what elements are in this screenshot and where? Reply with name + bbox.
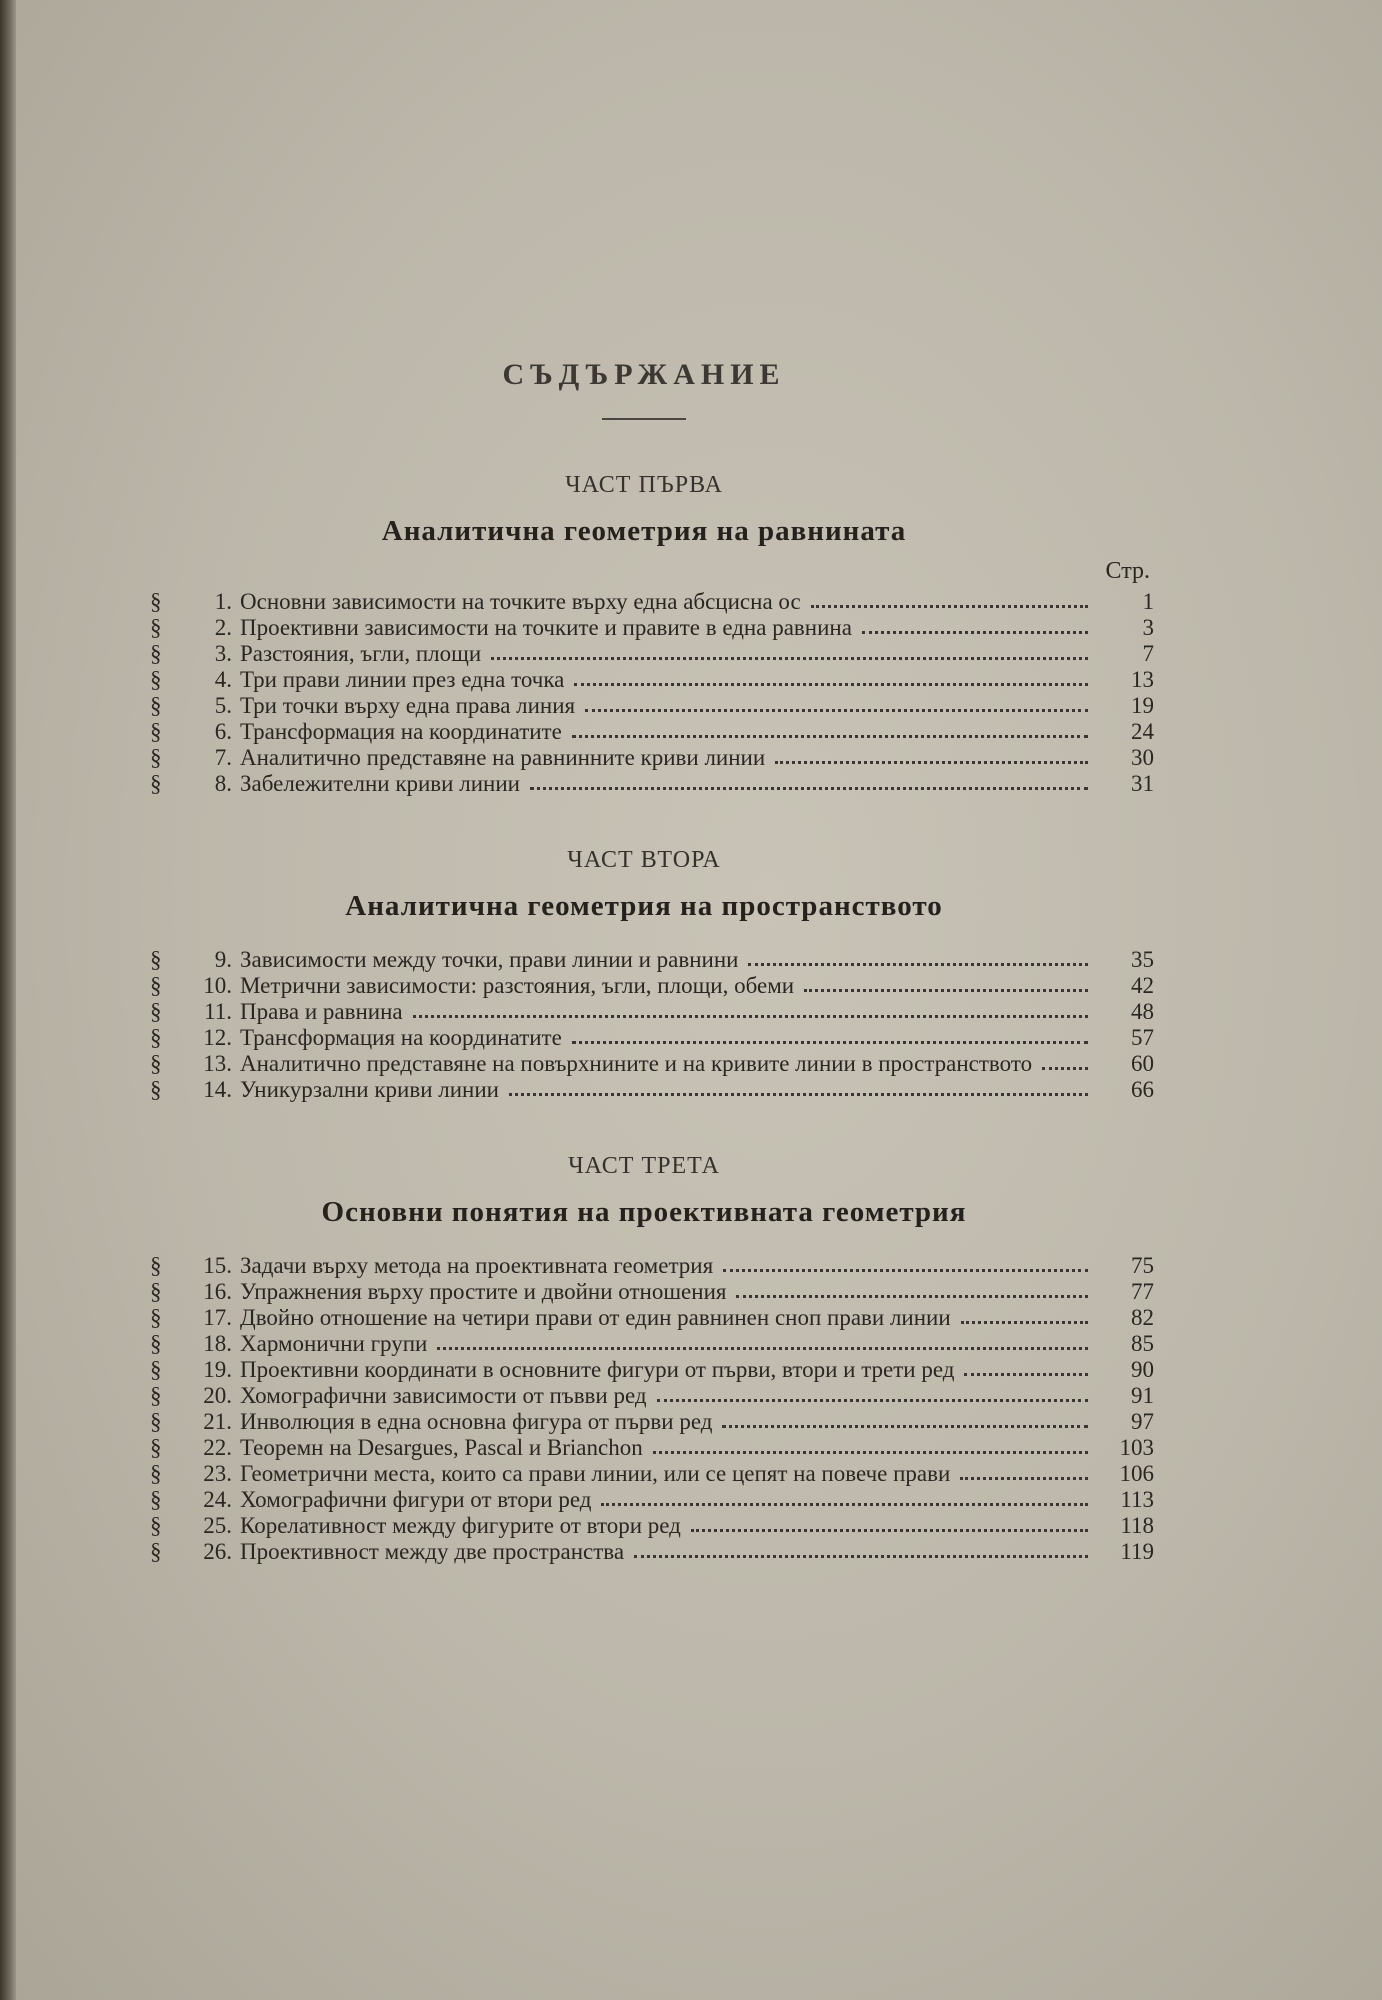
section-symbol: § bbox=[150, 1077, 162, 1102]
entry-page: 106 bbox=[1119, 1461, 1154, 1486]
entry-title: Хомографични зависимости от пъвви ред bbox=[240, 1383, 647, 1408]
entry-number: 23. bbox=[203, 1461, 232, 1486]
toc-entry bbox=[134, 1487, 1154, 1513]
entry-page: 48 bbox=[1131, 999, 1154, 1024]
dot-leader bbox=[960, 1477, 1088, 1480]
dot-leader bbox=[601, 1503, 1088, 1506]
entry-number: 5. bbox=[214, 693, 232, 718]
entry-number: 25. bbox=[203, 1513, 232, 1538]
entry-number: 26. bbox=[203, 1539, 232, 1564]
entry-page: 24 bbox=[1131, 719, 1154, 744]
dot-leader bbox=[572, 1041, 1088, 1044]
part-two bbox=[134, 847, 1154, 1103]
entry-page: 119 bbox=[1120, 1539, 1154, 1564]
dot-leader bbox=[748, 963, 1088, 966]
entry-number: 9. bbox=[214, 947, 232, 972]
entry-number: 13. bbox=[203, 1051, 232, 1076]
entry-page: 13 bbox=[1131, 667, 1154, 692]
dot-leader bbox=[413, 1015, 1088, 1018]
dot-leader bbox=[1042, 1067, 1088, 1070]
toc-entry bbox=[134, 1383, 1154, 1409]
entry-title: Хомографични фигури от втори ред bbox=[240, 1487, 592, 1512]
dot-leader bbox=[961, 1321, 1088, 1324]
entry-page: 31 bbox=[1131, 771, 1154, 796]
entry-number: 11. bbox=[204, 999, 232, 1024]
toc-entry bbox=[134, 1357, 1154, 1383]
entry-title: Права и равнина bbox=[240, 999, 403, 1024]
section-symbol: § bbox=[150, 973, 162, 998]
toc-list bbox=[134, 589, 1154, 797]
entry-page: 66 bbox=[1131, 1077, 1154, 1102]
dot-leader bbox=[530, 787, 1088, 790]
toc-entry bbox=[134, 667, 1154, 693]
dot-leader bbox=[574, 683, 1088, 686]
entry-title: Проективни зависимости на точките и правите в една равнина bbox=[240, 615, 852, 640]
entry-title: Проективни координати в основните фигури от първи, втори и трети ред bbox=[240, 1357, 955, 1382]
entry-title: Трансформация на координатите bbox=[240, 719, 562, 744]
part-three bbox=[134, 1153, 1154, 1565]
entry-title: Уникурзални криви линии bbox=[240, 1077, 499, 1102]
toc-entry bbox=[134, 1539, 1154, 1565]
entry-title: Основни зависимости на точките върху една абсцисна ос bbox=[240, 589, 801, 614]
dot-leader bbox=[736, 1295, 1088, 1298]
entry-number: 24. bbox=[203, 1487, 232, 1512]
entry-page: 97 bbox=[1131, 1409, 1154, 1434]
entry-number: 19. bbox=[203, 1357, 232, 1382]
entry-page: 118 bbox=[1120, 1513, 1154, 1538]
entry-number: 21. bbox=[203, 1409, 232, 1434]
part-label: ЧАСТ ПЪРВА bbox=[565, 472, 723, 498]
entry-title: Проективност между две пространства bbox=[240, 1539, 625, 1564]
entry-page: 75 bbox=[1131, 1253, 1154, 1278]
toc-entry bbox=[134, 641, 1154, 667]
toc-entry bbox=[134, 1077, 1154, 1103]
entry-number: 18. bbox=[203, 1331, 232, 1356]
entry-number: 15. bbox=[203, 1253, 232, 1278]
entry-page: 113 bbox=[1120, 1487, 1154, 1512]
page-column-header: Стр. bbox=[1105, 558, 1150, 584]
entry-title: Метрични зависимости: разстояния, ъгли, площи, обеми bbox=[240, 973, 795, 998]
entry-page: 7 bbox=[1142, 641, 1154, 666]
entry-title: Инволюция в една основна фигура от първи ред bbox=[240, 1409, 713, 1434]
dot-leader bbox=[691, 1529, 1088, 1532]
dot-leader bbox=[722, 1425, 1088, 1428]
entry-page: 35 bbox=[1131, 947, 1154, 972]
section-symbol: § bbox=[150, 1051, 162, 1076]
dot-leader bbox=[964, 1373, 1088, 1376]
entry-number: 1. bbox=[214, 589, 232, 614]
dot-leader bbox=[585, 709, 1088, 712]
entry-number: 2. bbox=[214, 615, 232, 640]
entry-number: 7. bbox=[214, 745, 232, 770]
toc-entry bbox=[134, 1331, 1154, 1357]
section-symbol: § bbox=[150, 947, 162, 972]
dot-leader bbox=[862, 631, 1088, 634]
entry-page: 77 bbox=[1131, 1279, 1154, 1304]
entry-page: 82 bbox=[1131, 1305, 1154, 1330]
section-symbol: § bbox=[150, 1305, 162, 1330]
section-symbol: § bbox=[150, 1539, 162, 1564]
section-symbol: § bbox=[150, 589, 162, 614]
entry-title: Аналитично представяне на равнинните криви линии bbox=[240, 745, 766, 770]
entry-number: 6. bbox=[214, 719, 232, 744]
entry-page: 57 bbox=[1131, 1025, 1154, 1050]
title-divider bbox=[602, 418, 686, 420]
dot-leader bbox=[657, 1399, 1088, 1402]
entry-title: Задачи върху метода на проективната геометрия bbox=[240, 1253, 714, 1278]
entry-page: 90 bbox=[1131, 1357, 1154, 1382]
toc-entry bbox=[134, 745, 1154, 771]
dot-leader bbox=[775, 761, 1088, 764]
entry-page: 91 bbox=[1131, 1383, 1154, 1408]
toc-entry bbox=[134, 693, 1154, 719]
toc-entry bbox=[134, 1051, 1154, 1077]
entry-title: Хармонични групи bbox=[240, 1331, 428, 1356]
entry-title: Аналитично представяне на повърхнините и на кривите линии в пространството bbox=[240, 1051, 1033, 1076]
section-symbol: § bbox=[150, 1331, 162, 1356]
entry-number: 16. bbox=[203, 1279, 232, 1304]
toc-list bbox=[134, 947, 1154, 1103]
book-page bbox=[16, 0, 1382, 2000]
toc-entry bbox=[134, 999, 1154, 1025]
section-symbol: § bbox=[150, 1513, 162, 1538]
toc-entry bbox=[134, 1461, 1154, 1487]
section-symbol: § bbox=[150, 615, 162, 640]
entry-title: Двойно отношение на четири прави от един равнинен сноп прави линии bbox=[240, 1305, 951, 1330]
toc-list bbox=[134, 1253, 1154, 1565]
entry-title: Теоремн на Desargues, Pascal и Brianchon bbox=[240, 1435, 643, 1460]
part-title: Аналитична геометрия на равнината bbox=[381, 515, 907, 547]
entry-title: Разстояния, ъгли, площи bbox=[240, 641, 482, 666]
toc-entry bbox=[134, 771, 1154, 797]
entry-page: 103 bbox=[1119, 1435, 1154, 1460]
section-symbol: § bbox=[150, 999, 162, 1024]
entry-title: Корелативност между фигурите от втори ред bbox=[240, 1513, 681, 1538]
part-label: ЧАСТ ТРЕТА bbox=[568, 1153, 720, 1179]
section-symbol: § bbox=[150, 1253, 162, 1278]
section-symbol: § bbox=[150, 1487, 162, 1512]
entry-number: 3. bbox=[214, 641, 232, 666]
page-title: СЪДЪРЖАНИЕ bbox=[502, 358, 786, 391]
toc-entry bbox=[134, 947, 1154, 973]
dot-leader bbox=[653, 1451, 1088, 1454]
table-of-contents bbox=[134, 340, 1154, 1605]
toc-entry bbox=[134, 1253, 1154, 1279]
dot-leader bbox=[723, 1269, 1088, 1272]
entry-page: 19 bbox=[1131, 693, 1154, 718]
section-symbol: § bbox=[150, 1025, 162, 1050]
section-symbol: § bbox=[150, 1357, 162, 1382]
entry-number: 8. bbox=[214, 771, 232, 796]
toc-entry bbox=[134, 1513, 1154, 1539]
entry-title: Трансформация на координатите bbox=[240, 1025, 562, 1050]
dot-leader bbox=[437, 1347, 1088, 1350]
dot-leader bbox=[804, 989, 1088, 992]
entry-number: 14. bbox=[203, 1077, 232, 1102]
section-symbol: § bbox=[150, 719, 162, 744]
book-spine bbox=[0, 0, 16, 2000]
entry-number: 10. bbox=[203, 973, 232, 998]
entry-title: Упражнения върху простите и двойни отношения bbox=[240, 1279, 727, 1304]
dot-leader bbox=[491, 657, 1088, 660]
section-symbol: § bbox=[150, 1461, 162, 1486]
dot-leader bbox=[572, 735, 1088, 738]
entry-page: 3 bbox=[1142, 615, 1154, 640]
entry-title: Зависимости между точки, прави линии и равнини bbox=[240, 947, 739, 972]
toc-entry bbox=[134, 1279, 1154, 1305]
toc-entry bbox=[134, 973, 1154, 999]
toc-entry bbox=[134, 1025, 1154, 1051]
entry-title: Геометрични места, които са прави линии, или се цепят на повече прави bbox=[240, 1461, 951, 1486]
entry-number: 4. bbox=[214, 667, 232, 692]
dot-leader bbox=[634, 1555, 1088, 1558]
entry-number: 17. bbox=[203, 1305, 232, 1330]
toc-entry bbox=[134, 589, 1154, 615]
part-one bbox=[134, 472, 1154, 797]
toc-entry bbox=[134, 1435, 1154, 1461]
toc-entry bbox=[134, 1305, 1154, 1331]
section-symbol: § bbox=[150, 1409, 162, 1434]
toc-entry bbox=[134, 719, 1154, 745]
entry-page: 85 bbox=[1131, 1331, 1154, 1356]
entry-page: 60 bbox=[1131, 1051, 1154, 1076]
section-symbol: § bbox=[150, 667, 162, 692]
section-symbol: § bbox=[150, 1383, 162, 1408]
part-title: Основни понятия на проективната геометрия bbox=[321, 1196, 967, 1228]
dot-leader bbox=[811, 605, 1088, 608]
entry-page: 30 bbox=[1131, 745, 1154, 770]
entry-page: 42 bbox=[1131, 973, 1154, 998]
entry-number: 12. bbox=[203, 1025, 232, 1050]
section-symbol: § bbox=[150, 641, 162, 666]
entry-title: Забележителни криви линии bbox=[240, 771, 520, 796]
entry-number: 22. bbox=[203, 1435, 232, 1460]
entry-title: Три точки върху една права линия bbox=[240, 693, 576, 718]
entry-title: Три прави линии през една точка bbox=[240, 667, 565, 692]
dot-leader bbox=[509, 1093, 1088, 1096]
toc-entry bbox=[134, 1409, 1154, 1435]
entry-number: 20. bbox=[203, 1383, 232, 1408]
part-title: Аналитична геометрия на пространството bbox=[345, 890, 943, 922]
section-symbol: § bbox=[150, 745, 162, 770]
section-symbol: § bbox=[150, 771, 162, 796]
part-label: ЧАСТ ВТОРА bbox=[567, 847, 721, 873]
entry-page: 1 bbox=[1142, 589, 1154, 614]
toc-entry bbox=[134, 615, 1154, 641]
section-symbol: § bbox=[150, 1279, 162, 1304]
section-symbol: § bbox=[150, 693, 162, 718]
section-symbol: § bbox=[150, 1435, 162, 1460]
